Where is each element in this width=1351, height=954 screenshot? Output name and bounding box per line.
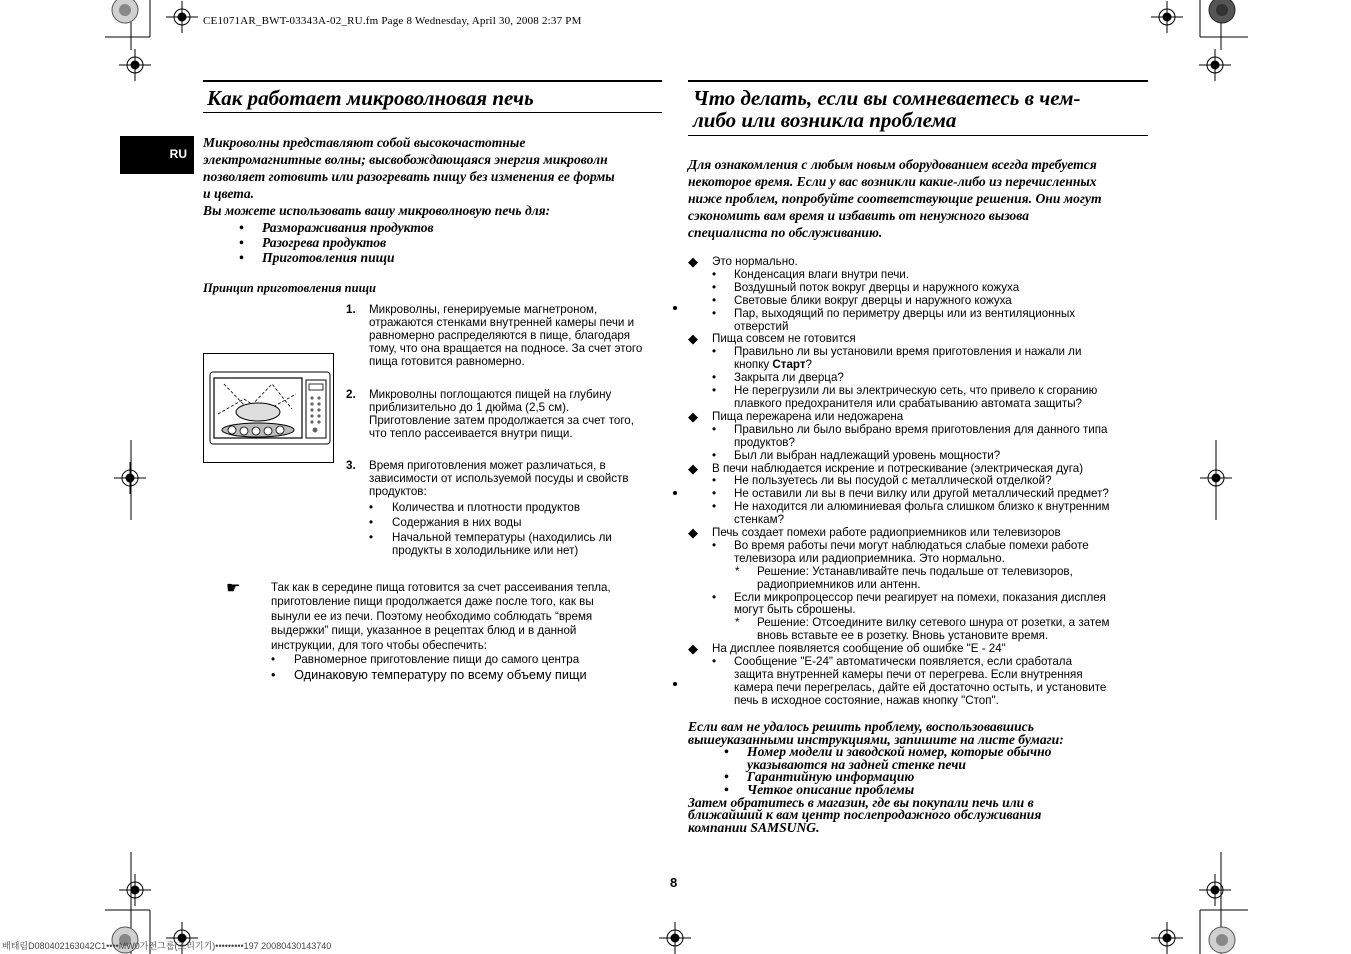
step-2: 2. Микроволны поглощаются пищей на глубину приблизительно до 1 дюйма (2,5 см). Приготовление затем продолжается за счет того, что тепло рассеивается внутри пищи. <box>346 388 634 440</box>
list-item: • Номер модели и заводской номер, которые обычно указываются на задней стенке печи <box>724 744 1052 772</box>
list-item: • Не перегрузили ли вы электрическую сеть, что привело к сгоранию плавкого предохранителя или срабатыванию автомата защиты? <box>712 384 1098 410</box>
right-title-rule-top <box>688 80 1148 82</box>
list-item: • Не пользуетесь ли вы посудой с металлической отделкой? <box>712 474 1052 488</box>
right-title-rule-bottom <box>688 135 1148 136</box>
list-item: • Воздушный поток вокруг дверцы и наружного кожуха <box>712 280 1020 294</box>
list-item: • Содержания в них воды <box>369 516 522 529</box>
list-item: • Сообщение "E-24" автоматически появляется, если сработала защита внутренней камеры печи от перегрева. Если внутренняя камера печи перегрелась, дайте ей достаточно остыть, и установите печь в исходное состояние, нажав кнопку "Стоп". <box>712 655 1107 707</box>
list-item: • Одинаковую температуру по всему объему пищи <box>271 667 587 683</box>
left-title-rule-bottom <box>203 112 662 113</box>
intro-line: Вы можете использовать вашу микроволновую печь для: <box>203 203 551 218</box>
list-item: • Конденсация влаги внутри печи. <box>712 267 910 281</box>
list-item: • Закрыта ли дверца? <box>712 371 844 385</box>
left-intro <box>203 134 673 266</box>
pointing-hand-icon: ☛ <box>226 580 241 597</box>
uses-list <box>203 219 673 266</box>
step-3: 3. Время приготовления может различаться, в зависимости от используемой посуды и свойств продуктов: • Количества и плотности продуктов • Содержания в них воды • Начальной температуры (находились ли продукты в холодильнике или нет) <box>346 459 666 557</box>
principle-title: Принцип приготовления пищи <box>203 281 376 295</box>
list-item: • Если микропроцессор печи реагирует на помехи, показания дисплея могут быть сброшены. <box>712 590 1106 617</box>
problem-item: ◆ На дисплее появляется сообщение об ошибке "E - 24" <box>688 641 1006 657</box>
solution-note: * Решение: Отсоедините вилку сетевого шнура от розетки, а затем вновь вставьте ее в розетку. Вновь установите время. <box>735 616 1110 643</box>
right-intro: Для ознакомления с любым новым оборудованием всегда требуется некоторое время. Если у вас возникли какие-либо из перечисленных ниже проблем, попробуйте соответствующие решения. Они могут сэкономить вам время и избавить от ненужного вызова специалиста по обслуживанию. <box>688 157 1102 240</box>
list-item: • Равномерное приготовление пищи до самого центра <box>271 653 580 667</box>
list-item: • Четкое описание проблемы <box>724 781 915 797</box>
list-item: • Правильно ли вы установили время приготовления и нажали ли кнопку Старт? <box>712 345 1082 372</box>
right-outro: Если вам не удалось решить проблему, воспользовавшись вышеуказанными инструкциями, запишите на листе бумаги: • Номер модели и заводской номер, которые обычно указываются на задней стенке печи • Гарантийную информацию • Четкое описание проблемы Затем обратитесь в магазин, где вы покупали печь или в ближайший к вам центр послепродажного обслуживания компании SAMSUNG. <box>688 721 1158 834</box>
list-item: • Правильно ли было выбрано время приготовления для данного типа продуктов? <box>712 422 1108 449</box>
list-item: • Гарантийную информацию <box>724 769 915 785</box>
steps-list <box>346 303 666 557</box>
problem-item: ◆ Пища совсем не готовится <box>688 331 856 347</box>
list-item: • Пар, выходящий по периметру дверцы или из вентиляционных отверстий <box>712 306 1076 333</box>
language-tab-label: RU <box>169 147 187 161</box>
intro-line: электромагнитные волны; высвобождающаяся энергия микроволн <box>203 152 608 167</box>
outro-list <box>688 746 1158 796</box>
list-item: • Приготовления пищи <box>239 250 395 265</box>
list-item: • Световые блики вокруг дверцы и наружного кожуха <box>712 293 1012 307</box>
list-item: • Количества и плотности продуктов <box>369 501 580 514</box>
left-title-rule-top <box>203 80 662 82</box>
list-item: • Начальной температуры (находились ли продукты в холодильнике или нет) <box>369 531 612 557</box>
right-section-title: Что делать, если вы сомневаетесь в чем- либо или возникла проблема <box>693 86 1081 132</box>
note-block: Так как в середине пища готовится за счет рассеивания тепла, приготовление пищи продолжается даже после того, как вы вынули ее из печи. Поэтому необходимо соблюдать “время выдержки” пищи, указанное в рецептах блюд и в данной инструкции, для того чтобы обеспечить: • Равномерное приготовление пищи до самого центра • Одинаковую температуру по всему объему пищи <box>271 581 661 683</box>
language-tab <box>120 136 194 174</box>
left-section-title: Как работает микроволновая печь <box>207 86 534 110</box>
list-item: • Был ли выбран надлежащий уровень мощности? <box>712 448 1001 462</box>
list-item: • Размораживания продуктов <box>239 220 434 235</box>
problem-item: ◆ Это нормально. <box>688 254 798 269</box>
troubleshooting-list <box>688 256 1158 708</box>
list-item: • Во время работы печи могут наблюдаться слабые помехи работе телевизора или радиоприемника. Это нормально. <box>712 538 1089 565</box>
page-number: 8 <box>670 875 678 890</box>
footer-code: 배태림D080402163042C1••••MW0가전그룹(조리기기)•••••••••197 20080430143740 <box>2 941 332 951</box>
list-item: • Не оставили ли вы в печи вилку или другой металлический предмет? <box>712 487 1109 501</box>
list-item: • Разогрева продуктов <box>239 235 387 250</box>
microwave-illustration <box>203 353 334 463</box>
file-header: CE1071AR_BWT-03343A-02_RU.fm Page 8 Wednesday, April 30, 2008 2:37 PM <box>203 15 582 27</box>
intro-line: Микроволны представляют собой высокочастотные <box>203 135 526 150</box>
list-item: • Не находится ли алюминиевая фольга слишком близко к внутренним стенкам? <box>712 500 1110 527</box>
problem-item: ◆ В печи наблюдается искрение и потрескивание (электрическая дуга) <box>688 460 1084 476</box>
solution-note: * Решение: Устанавливайте печь подальше от телевизоров, радиоприемников или антенн. <box>735 564 1073 591</box>
intro-line: позволяет готовить или разогревать пищу без изменения ее формы <box>203 169 615 184</box>
step-1: 1. Микроволны, генерируемые магнетроном, отражаются стенками внутренней камеры печи и равномерно распределяются в пище, благодаря тому, что она вращается на подносе. За счет этого пища готовится равномерно. <box>346 303 643 368</box>
problem-item: ◆ Печь создает помехи работе радиоприемников или телевизоров <box>688 525 1061 541</box>
problem-item: ◆ Пища пережарена или недожарена <box>688 408 904 424</box>
intro-line: и цвета. <box>203 186 255 201</box>
